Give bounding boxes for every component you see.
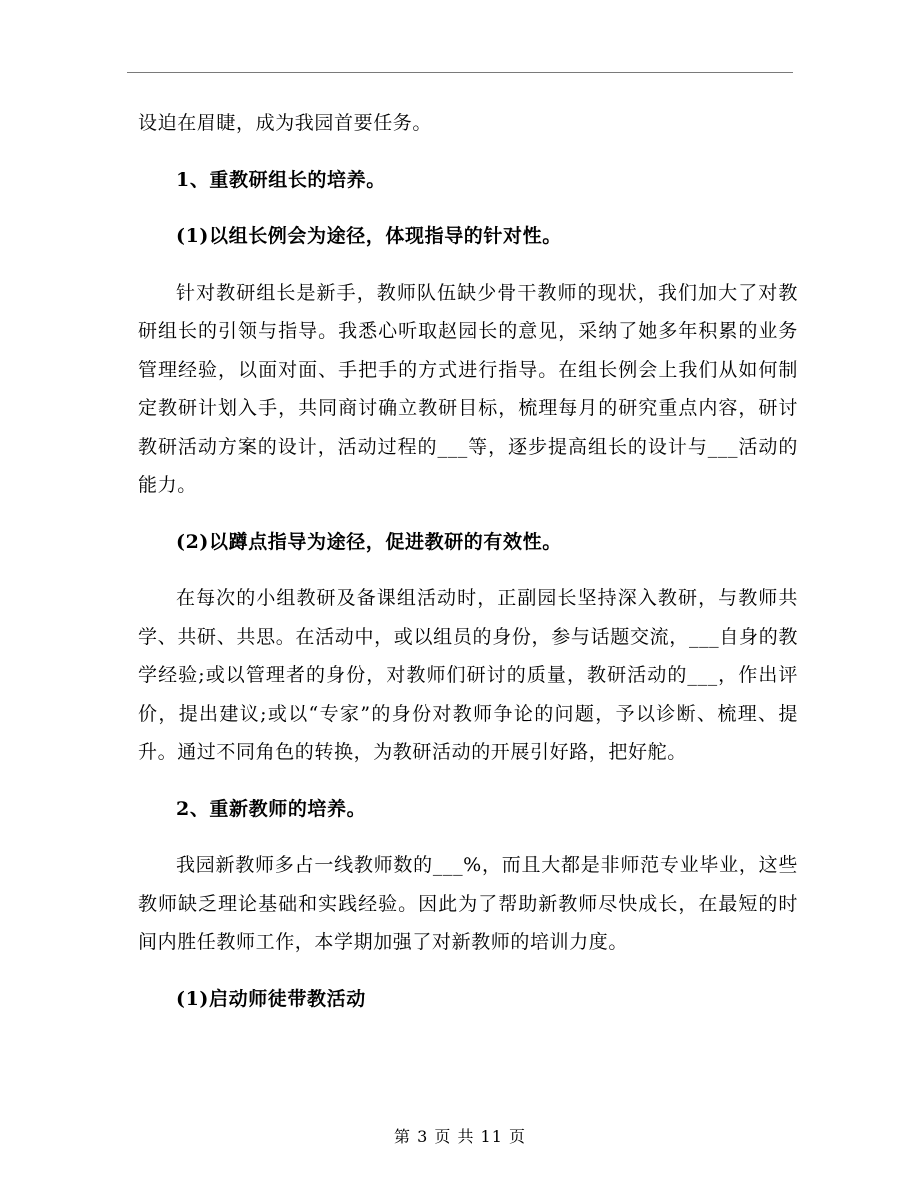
subsection-heading-2-1: (1)启动师徒带教活动	[176, 987, 366, 1010]
subsection-heading-1-2: (2)以蹲点指导为途径，促进教研的有效性。	[176, 530, 562, 553]
document-body	[138, 104, 798, 1018]
subsection-heading-1-1: (1)以组长例会为途径，体现指导的针对性。	[176, 225, 562, 247]
paragraph: 我园新教师多占一线教师数的___%，而且大都是非师范专业毕业，这些教师缺乏理论基础和实践经验。因此为了帮助新教师尽快成长，在最短的时间内胜任教师工作，本学期加强了对新教师的培训力度。	[138, 854, 798, 953]
page-number-footer: 第 3 页 共 11 页	[394, 1127, 526, 1146]
header-rule	[127, 72, 793, 73]
paragraph: 针对教研组长是新手，教师队伍缺少骨干教师的现状，我们加大了对教研组长的引领与指导。我悉心听取赵园长的意见，采纳了她多年积累的业务管理经验，以面对面、手把手的方式进行指导。在组长例会上我们从如何制定教研计划入手，共同商讨确立教研目标，梳理每月的研究重点内容，研讨教研活动方案的设计，活动过程的___等，逐步提高组长的设计与___活动的能力。	[138, 281, 798, 496]
section-heading-2: 2、重新教师的培养。	[176, 797, 367, 820]
section-heading-1: 1、重教研组长的培养。	[176, 168, 386, 191]
paragraph: 在每次的小组教研及备课组活动时，正副园长坚持深入教研，与教师共学、共研、共思。在活动中，或以组员的身份，参与话题交流，___自身的教学经验;或以管理者的身份，对教师们研讨的质量，教研活动的___，作出评价，提出建议;或以“专家”的身份对教师争论的问题，予以诊断、梳理、提升。通过不同角色的转换，为教研活动的开展引好路，把好舵。	[138, 587, 798, 763]
paragraph-continued: 设迫在眉睫，成为我园首要任务。	[138, 112, 433, 134]
